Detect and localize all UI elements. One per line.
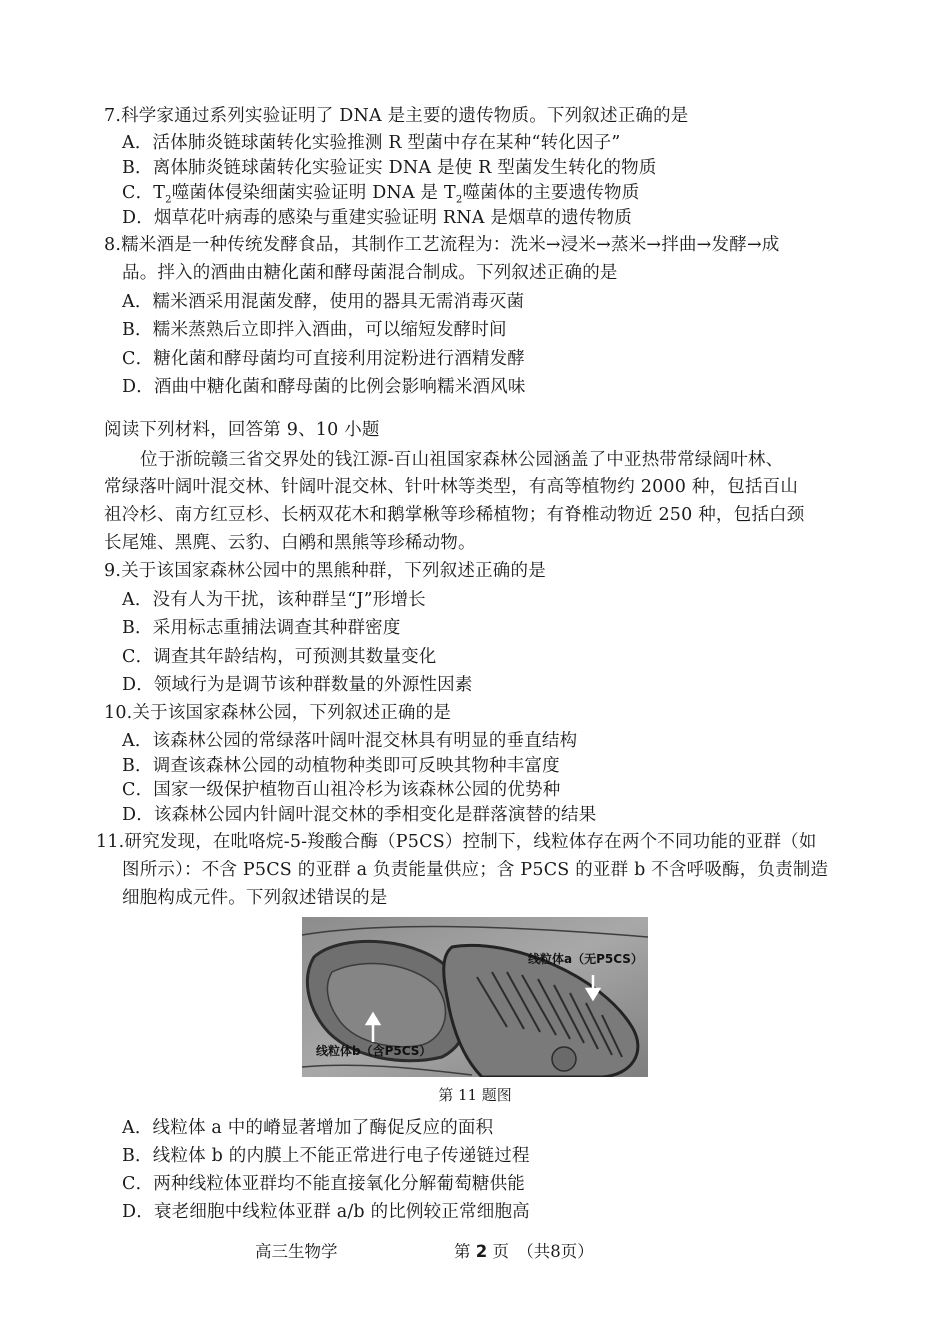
q8-option-b: B．糯米蒸熟后立即拌入酒曲，可以缩短发酵时间 [122, 320, 507, 340]
q9-option-a: A．没有人为干扰，该种群呈“J”形增长 [122, 590, 426, 610]
q8-option-d: D．酒曲中糖化菌和酵母菌的比例会影响糯米酒风味 [122, 377, 526, 397]
q7-option-c-part2: 噬菌体侵染细菌实验证明 DNA 是 T [171, 183, 456, 203]
q11-stem-line2: 图所示）：不含 P5CS 的亚群 a 负责能量供应；含 P5CS 的亚群 b 不含呼吸酶，负责制造 [122, 860, 829, 880]
q7-option-a: A．活体肺炎链球菌转化实验推测 R 型菌中存在某种“转化因子” [122, 133, 621, 153]
q10-option-b: B．调查该森林公园的动植物种类即可反映其物种丰富度 [122, 756, 560, 776]
q8-option-c: C．糖化菌和酵母菌均可直接利用淀粉进行酒精发酵 [122, 349, 525, 369]
mitochondria-a-label: 线粒体a（无P5CS） [528, 952, 643, 966]
q7-option-b: B．离体肺炎链球菌转化实验证实 DNA 是使 R 型菌发生转化的物质 [122, 158, 657, 178]
mitochondria-micrograph [302, 917, 648, 1077]
q10-option-c: C．国家一级保护植物百山祖冷杉为该森林公园的优势种 [122, 780, 561, 800]
material-paragraph-line3: 祖冷杉、南方红豆杉、长柄双花木和鹅掌楸等珍稀植物；有脊椎动物近 250 种，包括白颈 [104, 505, 805, 525]
mitochondria-b-label: 线粒体b（含P5CS） [316, 1044, 432, 1058]
q11-option-d: D．衰老细胞中线粒体亚群 a/b 的比例较正常细胞高 [122, 1202, 530, 1222]
q9-option-c: C．调查其年龄结构，可预测其数量变化 [122, 647, 437, 667]
q8-stem-line1: 8.糯米酒是一种传统发酵食品，其制作工艺流程为：洗米→浸米→蒸米→拌曲→发酵→成 [104, 235, 780, 255]
footer-subject: 高三生物学 [255, 1242, 338, 1261]
q11-stem-line3: 细胞构成元件。下列叙述错误的是 [122, 888, 388, 908]
q11-option-a: A．线粒体 a 中的嵴显著增加了酶促反应的面积 [122, 1118, 494, 1138]
q7-option-c-sub2: 2 [455, 194, 463, 206]
material-paragraph-line4: 长尾雉、黑麂、云豹、白鹇和黑熊等珍稀动物。 [104, 533, 476, 553]
q8-option-a: A．糯米酒采用混菌发酵，使用的器具无需消毒灭菌 [122, 292, 525, 312]
q8-stem-line2: 品。拌入的酒曲由糖化菌和酵母菌混合制成。下列叙述正确的是 [122, 263, 618, 283]
q10-option-d: D．该森林公园内针阔叶混交林的季相变化是群落演替的结果 [122, 805, 597, 825]
q10-option-a: A．该森林公园的常绿落叶阔叶混交林具有明显的垂直结构 [122, 731, 578, 751]
material-paragraph-line2: 常绿落叶阔叶混交林、针阔叶混交林、针叶林等类型，有高等植物约 2000 种，包括百山 [104, 477, 799, 497]
material-paragraph-line1: 位于浙皖赣三省交界处的钱江源-百山祖国家森林公园涵盖了中亚热带常绿阔叶林、 [140, 450, 784, 470]
q7-option-c-part1: C．T [122, 183, 166, 203]
q9-stem: 9.关于该国家森林公园中的黑熊种群，下列叙述正确的是 [104, 561, 546, 581]
q7-option-d: D．烟草花叶病毒的感染与重建实验证明 RNA 是烟草的遗传物质 [122, 208, 632, 228]
q10-stem: 10.关于该国家森林公园，下列叙述正确的是 [104, 703, 452, 723]
q7-option-c-part3: 噬菌体的主要遗传物质 [462, 183, 640, 203]
q7-option-c-sub1: 2 [165, 194, 172, 206]
footer-page-current: 2 [475, 1242, 488, 1261]
footer-page-number [454, 1240, 594, 1264]
q7-stem: 7.科学家通过系列实验证明了 DNA 是主要的遗传物质。下列叙述正确的是 [104, 106, 689, 126]
footer-page-suffix: 页 （共8页） [492, 1242, 594, 1261]
footer-page-prefix: 第 [454, 1242, 471, 1261]
figure-caption: 第 11 题图 [438, 1086, 512, 1104]
material-intro: 阅读下列材料，回答第 9、10 小题 [104, 420, 380, 440]
q11-option-b: B．线粒体 b 的内膜上不能正常进行电子传递链过程 [122, 1146, 530, 1166]
q11-stem-line1: 11.研究发现，在吡咯烷-5-羧酸合酶（P5CS）控制下，线粒体存在两个不同功能的亚群（如 [96, 832, 817, 852]
q9-option-d: D．领域行为是调节该种群数量的外源性因素 [122, 675, 473, 695]
q9-option-b: B．采用标志重捕法调查其种群密度 [122, 618, 401, 638]
q11-option-c: C．两种线粒体亚群均不能直接氧化分解葡萄糖供能 [122, 1174, 525, 1194]
